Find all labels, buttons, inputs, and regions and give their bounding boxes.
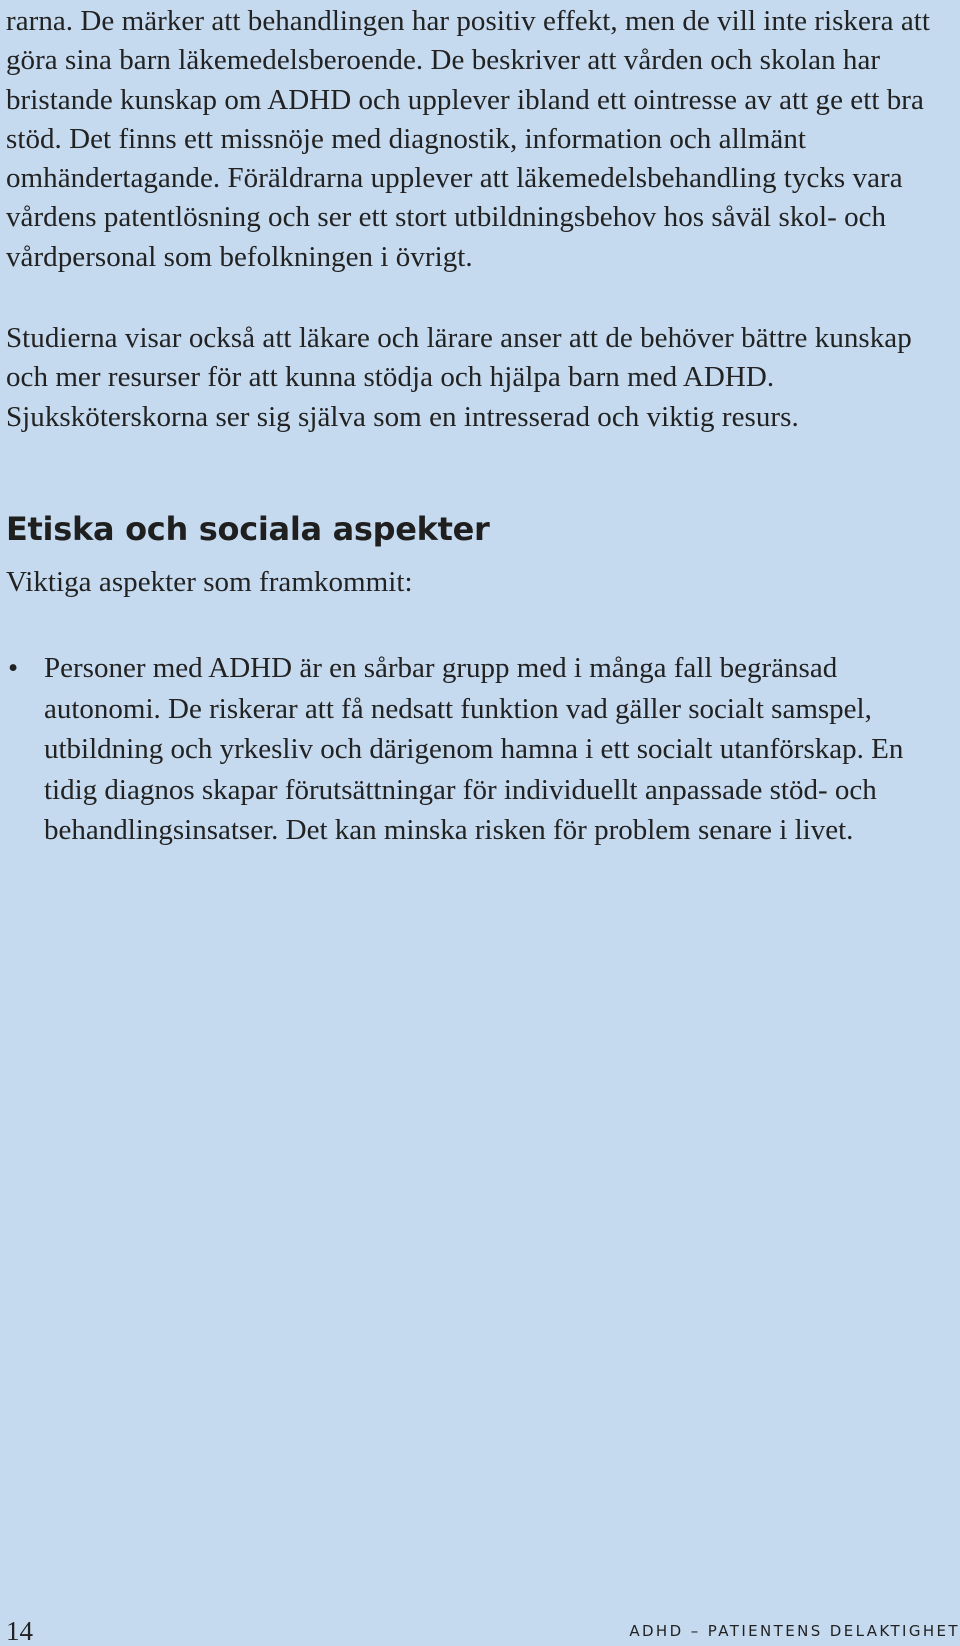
running-title: ADHD – PATIENTENS DELAKTIGHET — [629, 1622, 960, 1640]
page-number: 14 — [6, 1616, 33, 1646]
list-item-text: Personer med ADHD är en sårbar grupp med i många fall begränsad autonomi. De riskerar att få nedsatt funktion vad gäller socialt samspel, utbildning och yrkesliv och därigenom hamna i ett socialt utanförskap. En tidig diagnos skapar förutsättningar för individuellt anpassade stöd- och behandlingsinsatser. Det kan minska risken för problem senare i livet. — [44, 652, 904, 847]
section-intro: Viktiga aspekter som framkommit: — [6, 565, 413, 598]
body-paragraph-1: rarna. De märker att behandlingen har positiv effekt, men de vill inte riskera att göra sina barn läkemedelsberoende. De beskriver att vården och skolan har bristande kunskap om ADHD och upplever ibland ett ointresse av att ge ett bra stöd. Det finns ett missnöje med diagnostik, information och allmänt omhändertagande. Föräldrarna upplever att läkemedelsbehandling tycks vara vårdens patentlösning och ser ett stort utbildningsbehov hos såväl skol- och vårdpersonal som befolkningen i övrigt. — [6, 5, 930, 273]
page-content — [6, 0, 951, 851]
bullet-marker: • — [8, 652, 19, 685]
list-item — [6, 648, 951, 851]
body-paragraph-2: Studierna visar också att läkare och lärare anser att de behöver bättre kunskap och mer resurser för att kunna stödja och hjälpa barn med ADHD. Sjuksköterskorna ser sig själva som en intresserad och viktig resurs. — [6, 322, 912, 433]
section-heading: Etiska och sociala aspekter — [6, 509, 490, 548]
aspects-list — [6, 648, 951, 851]
